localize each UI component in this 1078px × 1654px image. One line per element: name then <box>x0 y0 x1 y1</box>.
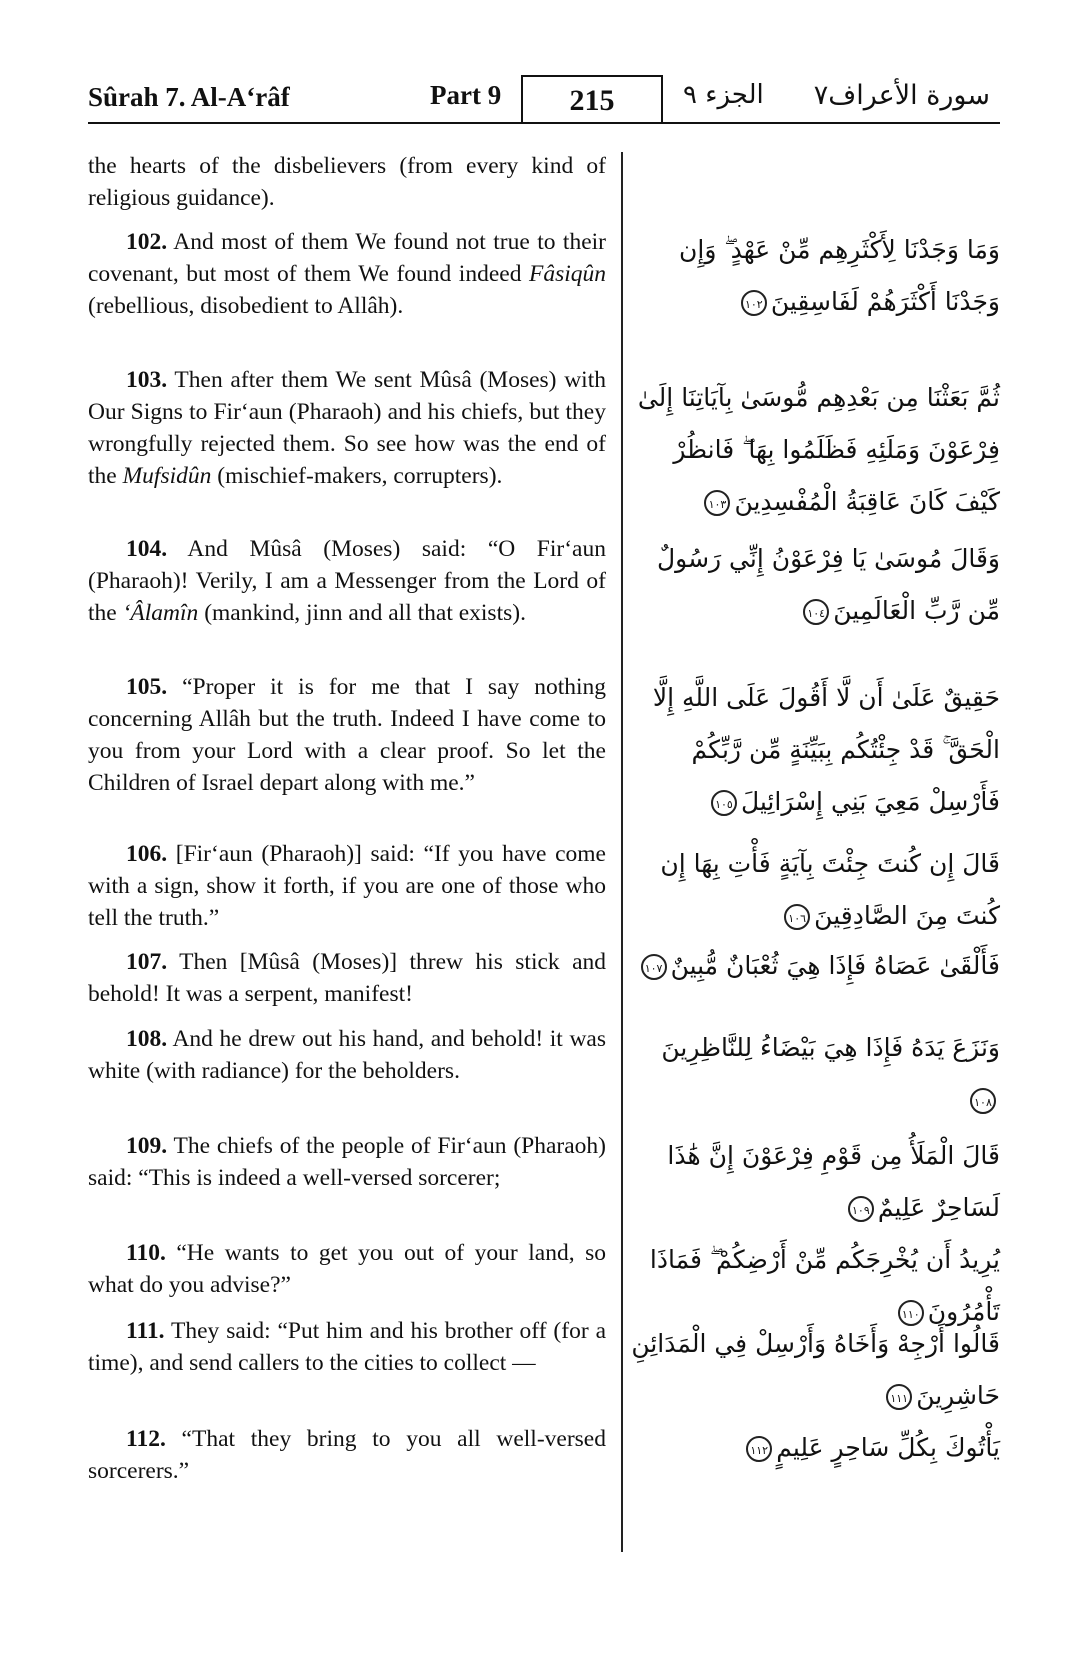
verse-text: And Mûsâ (Moses) said: “O Fir‘aun (Pharaoh)! Verily, I am a Messenger from the Lord of the <box>88 536 606 626</box>
arabic-text: حَقِيقٌ عَلَىٰ أَن لَّا أَقُولَ عَلَى اللَّهِ إِلَّا الْحَقَّ ۚ قَدْ جِئْتُكُم بِبَيِّنَةٍ مِّن رَّبِّكُمْ فَأَرْسِلْ مَعِيَ بَنِي إِسْرَائِيلَ <box>652 683 1000 816</box>
verse-107-arabic <box>630 940 1000 992</box>
arabic-text: قَالَ الْمَلَأُ مِن قَوْمِ فِرْعَوْنَ إِنَّ هَٰذَا لَسَاحِرٌ عَلِيمٌ <box>667 1141 1000 1222</box>
verse-text: And most of them We found not true to their covenant, but most of them We found indeed <box>88 229 606 287</box>
arabic-text: فَأَلْقَىٰ عَصَاهُ فَإِذَا هِيَ ثُعْبَانٌ مُّبِينٌ <box>670 951 1000 980</box>
column-divider <box>621 152 623 1552</box>
verse-text: (mankind, jinn and all that exists). <box>198 600 526 626</box>
verse-text: “He wants to get you out of your land, so what do you advise?” <box>88 1240 606 1298</box>
verse-number: 102. <box>126 229 168 255</box>
verse-number: 110. <box>126 1240 166 1266</box>
verse-continuation <box>88 150 606 214</box>
surah-title-arabic: سورة الأعراف٧ <box>813 80 990 111</box>
ayah-marker: ١١٠ <box>898 1300 924 1326</box>
verse-105-english <box>88 671 606 799</box>
verse-number: 108. <box>126 1026 168 1052</box>
ayah-marker: ١٠٤ <box>803 599 829 625</box>
ayah-marker: ١٠٨ <box>970 1088 996 1114</box>
verse-number: 105. <box>126 674 168 700</box>
verse-112-english <box>88 1423 606 1487</box>
verse-text: They said: “Put him and his brother off (for a time), and send callers to the cities to collect — <box>88 1318 606 1376</box>
verse-text: And he drew out his hand, and behold! it was white (with radiance) for the beholders. <box>88 1026 606 1084</box>
part-label-arabic: الجزء ٩ <box>683 80 764 110</box>
verse-text: The chiefs of the people of Fir‘aun (Pharaoh) said: “This is indeed a well-versed sorcerer; <box>88 1133 606 1191</box>
verse-110-english <box>88 1237 606 1301</box>
verse-text: (mischief-makers, corrupters). <box>211 463 503 489</box>
verse-text: “That they bring to you all well-versed sorcerers.” <box>88 1426 606 1484</box>
verse-number: 106. <box>126 841 168 867</box>
verse-text: (rebellious, disobedient to Allâh). <box>88 293 404 319</box>
verse-103-english <box>88 364 606 492</box>
verse-103-arabic <box>630 372 1000 528</box>
verse-number: 107. <box>126 949 168 975</box>
ayah-marker: ١١١ <box>886 1384 912 1410</box>
ayah-marker: ١٠٢ <box>741 290 767 316</box>
verse-term: ‘Âlamîn <box>122 600 199 626</box>
ayah-marker: ١٠٣ <box>704 490 730 516</box>
ayah-marker: ١٠٥ <box>711 790 737 816</box>
arabic-text: يُرِيدُ أَن يُخْرِجَكُم مِّنْ أَرْضِكُمْ ۖ فَمَاذَا تَأْمُرُونَ <box>649 1245 1000 1326</box>
verse-109-arabic <box>630 1130 1000 1234</box>
surah-title-english: Sûrah 7. Al-A‘râf <box>88 82 290 112</box>
page-number: 215 <box>521 75 663 123</box>
header-rule <box>88 122 1000 124</box>
arabic-text: وَنَزَعَ يَدَهُ فَإِذَا هِيَ بَيْضَاءُ لِلنَّاظِرِينَ <box>661 1033 1000 1062</box>
arabic-text: يَأْتُوكَ بِكُلِّ سَاحِرٍ عَلِيمٍ <box>776 1433 1000 1462</box>
arabic-text: وَمَا وَجَدْنَا لِأَكْثَرِهِم مِّنْ عَهْدٍ ۖ وَإِن وَجَدْنَا أَكْثَرَهُمْ لَفَاسِقِينَ <box>679 235 1000 316</box>
ayah-marker: ١٠٦ <box>784 904 810 930</box>
verse-text: Then [Mûsâ (Moses)] threw his stick and behold! It was a serpent, manifest! <box>88 949 606 1007</box>
verse-102-english <box>88 226 606 322</box>
verse-number: 111. <box>126 1318 165 1344</box>
verse-106-english <box>88 838 606 934</box>
verse-text: Then after them We sent Mûsâ (Moses) with Our Signs to Fir‘aun (Pharaoh) and his chiefs, but they wrongfully rejected them. So see how was the end of the <box>88 367 606 489</box>
arabic-text: وَقَالَ مُوسَىٰ يَا فِرْعَوْنُ إِنِّي رَسُولٌ مِّن رَّبِّ الْعَالَمِينَ <box>657 544 1000 625</box>
verse-number: 104. <box>126 536 168 562</box>
verse-112-arabic <box>630 1422 1000 1474</box>
part-label-english: Part 9 <box>430 80 502 110</box>
verse-108-arabic <box>630 1022 1000 1126</box>
verse-105-arabic <box>630 672 1000 828</box>
arabic-text: قَالَ إِن كُنتَ جِئْتَ بِآيَةٍ فَأْتِ بِهَا إِن كُنتَ مِنَ الصَّادِقِينَ <box>660 849 1000 930</box>
verse-107-english <box>88 946 606 1010</box>
ayah-marker: ١١٢ <box>746 1436 772 1462</box>
ayah-marker: ١٠٧ <box>641 954 667 980</box>
verse-number: 112. <box>126 1426 166 1452</box>
verse-text: [Fir‘aun (Pharaoh)] said: “If you have come with a sign, show it forth, if you are one of those who tell the truth.” <box>88 841 606 931</box>
verse-number: 109. <box>126 1133 168 1159</box>
verse-text: “Proper it is for me that I say nothing concerning Allâh but the truth. Indeed I have come to you from your Lord with a clear proof. So let the Children of Israel depart along with me.” <box>88 674 606 796</box>
verse-106-arabic <box>630 838 1000 942</box>
verse-text: the hearts of the disbelievers (from every kind of religious guidance). <box>88 153 606 211</box>
ayah-marker: ١٠٩ <box>848 1196 874 1222</box>
verse-term: Fâsiqûn <box>528 261 606 287</box>
verse-104-english <box>88 533 606 629</box>
arabic-text: ثُمَّ بَعَثْنَا مِن بَعْدِهِم مُّوسَىٰ بِآيَاتِنَا إِلَىٰ فِرْعَوْنَ وَمَلَئِهِ فَظَلَمُوا بِهَا ۖ فَانظُرْ كَيْفَ كَانَ عَاقِبَةُ الْمُفْسِدِينَ <box>637 383 1000 516</box>
verse-109-english <box>88 1130 606 1194</box>
verse-102-arabic <box>630 224 1000 328</box>
verse-term: Mufsidûn <box>122 463 212 489</box>
page-header <box>88 70 1000 120</box>
verse-111-english <box>88 1315 606 1379</box>
arabic-text: قَالُوا أَرْجِهْ وَأَخَاهُ وَأَرْسِلْ فِي الْمَدَائِنِ حَاشِرِينَ <box>631 1329 1000 1410</box>
verse-104-arabic <box>630 533 1000 637</box>
verse-111-arabic <box>630 1318 1000 1422</box>
verse-number: 103. <box>126 367 168 393</box>
verse-108-english <box>88 1023 606 1087</box>
